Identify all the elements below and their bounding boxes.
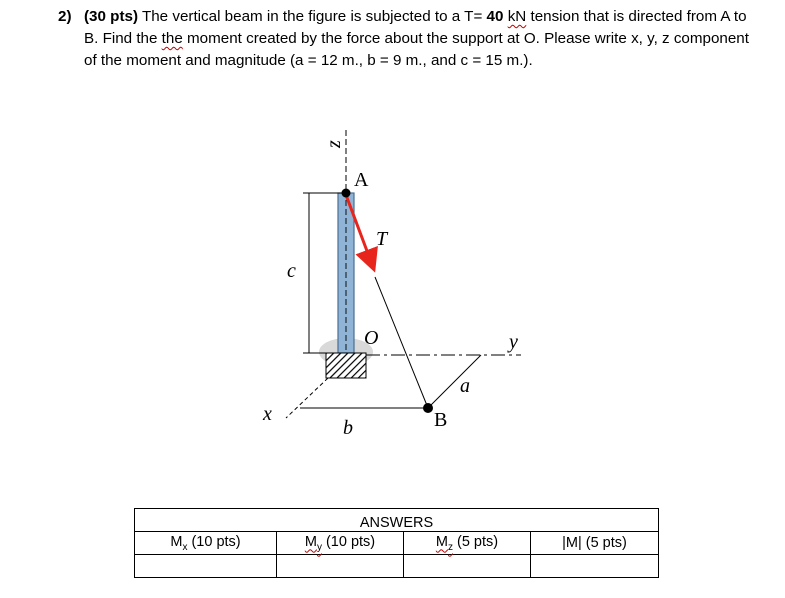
label-b: b [343, 417, 353, 439]
label-B: B [434, 409, 448, 431]
dim-a-line [428, 355, 481, 408]
problem-statement [58, 6, 758, 72]
answer-mx-cell[interactable] [135, 555, 277, 578]
tension-value: 40 [486, 8, 504, 25]
label-O: O [364, 327, 379, 349]
answer-my-cell[interactable] [277, 555, 404, 578]
x-axis [286, 378, 328, 418]
point-A [342, 189, 351, 198]
header-mx: $M_x$ (10 pts) [135, 532, 277, 555]
problem-text-c: tension that is directed from A to B. Find the [84, 8, 747, 47]
beam-figure [250, 120, 540, 440]
label-x: x [263, 403, 272, 425]
label-T: T [376, 228, 388, 250]
answer-mz-cell[interactable] [404, 555, 531, 578]
point-B [423, 403, 433, 413]
duplicate-word: the [161, 30, 183, 47]
problem-text-a: The vertical beam in the figure is subjected to a T= [138, 8, 487, 25]
problem-points: (30 pts) [84, 8, 139, 25]
answers-table [134, 508, 659, 578]
problem-text-d: moment created by the force about the support at O. Please write x, y, z component of the moment and magnitude (a = 12 m., b = 9 m., and c = 15 m.). [84, 30, 749, 69]
tension-unit: kN [507, 8, 527, 25]
answer-magnitude-cell[interactable] [531, 555, 659, 578]
header-mz: $M_z$ (5 pts) [404, 532, 531, 555]
label-c: c [287, 260, 296, 282]
cable-AB [375, 277, 428, 408]
label-a: a [460, 375, 470, 397]
header-magnitude: |M| (5 pts) [531, 532, 659, 555]
label-A: A [354, 169, 369, 191]
answers-title: ANSWERS [135, 509, 659, 532]
header-my: $M_y$ (10 pts) [277, 532, 404, 555]
label-z: z [323, 140, 345, 148]
problem-number: 2) [58, 8, 72, 25]
fixed-support [326, 353, 366, 378]
problem-body [84, 6, 758, 72]
label-y: y [509, 331, 518, 353]
